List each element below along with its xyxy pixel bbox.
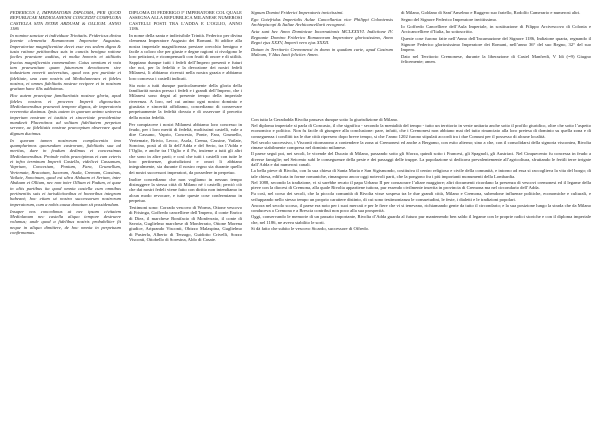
latin-signature-paragraph: Acta sunt hec Anno Dominicae Incarnationis MCLXXXVI. Indictione IV. Regnante Domino Friderico Romanorum Imperatore gloriosissimo, Anno Regni ejus XXXV, Imperii vero ejus XXXII. [251, 29, 393, 45]
commentary-paragraph: Oggi, conservando le memorie di un passato importante, Rivolta d’Adda guarda al futuro pur mantenendo ben saldo il legame con le proprie radici storiche e con il diploma imperiale che, nel 1186, ne aveva stabilito le sorti. [251, 214, 591, 225]
latin-paragraph: In quorum tamen nostrorum complacentia imo quamplurimos quorundam castrorum, fidelitatis sua ad meritas, dare in feudum dedimus et concessimus Mediolanensibus. Proinde vobis praecipimus et cum ceteris et infra terminum Imperii Castella, videlicet Cassanum, Vaprium, Concesium, Pontum, Fara, Grumellum, Vertemate, Bracatum, Iucarum, Asula, Cremam, Cassinas, Vailate, Soncinum, quod est ultra Abduam et Serium, inter Abduam et Ollium, nec non inter Ollium et Padum, et quae in aliis partibus ita quod omnia castella cum omnibus pertinentiis suis et iurisdictionibus et honoribus integram habeant; hoc etiam ut nostra successorum nostrorum imperatorum, cum a nobis causa donatum sit possidendum. [10, 137, 121, 207]
italian-signature-paragraph: Queste cose furono fatte nell’Anno dell’Incarnazione del Signore 1186, Indizione quarta, regnando il Signore Federico gloriosissimo Imperatore dei Romani, nell’anno 36° del suo Regno, 32° del suo Impero. [401, 36, 591, 52]
italian-signature-paragraph: Dato nel Territorio Cremonese, durante la liberazione di Castel Manfredi, V Idi (=9) Giugno felicemente; amen. [401, 53, 591, 65]
italian-paragraph: Sia noto a tutti dunque particolarmente della gloria della familiarità nostra presso i fedeli e i grandi dell’Impero, che i Milanesi sono degni al presente tempo della imperiale riverenza. A loro, nel cui animo ogni nostro dominio e giustizia e sincerità affidiamo, concediamo di conservare perpetuamente la fedeltà dovuta e di osservare il precetto della nostra fedeltà. [129, 82, 242, 120]
italian-paragraph: Testimoni sono: Corrado vescovo di Worms, Ottone vescovo di Frisinga, Goffredo cancelliere dell’Impero, il conte Enrico di Diez, il marchese Bonifacio di Monferrato, il conte di Savoia, Guglielmo marchese di Monferrato, Ottone Morena giudice, Ariprando Visconti, Obizzo Malaspina, Guglielmo di Pusterla, Alberto di Terzago, Guidotto Crivelli, Sozzo Visconti, Ottobello di Soresina, Aldo di Casate. [129, 205, 242, 243]
latin-signature-paragraph: Signum Domini Friderici Imperatoris invictissimi. [251, 10, 344, 15]
latin-paragraph: Insuper nos concedimus ut nec ipsam civitatem Mediolanum nec castella aliquo tempore destruere volumus; unde quod a fidelibus nostris probabiliter fit neque in aliquo dimittere, de hoc omnia in perpetuum confirmamus. [10, 208, 121, 236]
commentary-paragraph: Nel diploma imperiale si parla di Concasio, il che significa - secondo la mentalità del tempo - tutto un territorio in veste unitaria anche sotto il profilo giuridico, oltre che sotto l’aspetto economico e politico. Non fu facile di giungere alla conclusione: pare, infatti, che i Cremonesi non abbiano mai del tutto rinunciato alla loro pretesa di dominio su quella zona e di conseguenza i conflitti tra le due città ripresero dopo breve tempo, si che l’anno 1202 furono stipulati accordi tra i due Comuni per il possesso di alcune località. [251, 123, 591, 139]
italian-signature-paragraph: di Milano, Goldano di Sant’Anselmo e Ruggero suo fratello, Rodolfo Camerario e numerosi altri. [401, 10, 581, 15]
latin-paragraph: In nomine sanctae et individuae Trinitatis. Fridericus divina favente clementia Romanorum Imperator Augustus. Imperatoriae magnificentiae decet esse eos sedem digna & iusta ratione petitionibus suis in cunctis benigna ratione faciles praestare auditus, et multa honoris et utilitatis fructus magnificentia commendare. Cuius omnium et vota tam praesentium quam futurorum devotionem sive industriam noverit universitas, quod nos pro puritate et fidelitate, una cum nostris ad Mediolanenses et fideles nostros, et omnes fidelitatis nostrae recipere et in nostram gratiam hanc illis addiximus. [10, 32, 121, 92]
commentary-paragraph: Con tutta la Geradadda Rivolta passava dunque sotto la giurisdizione di Milano. [251, 117, 399, 122]
italian-paragraph: Inoltre concediamo che non vogliamo in nessun tempo distruggere la stessa città di Milano né i castelli; perciò ciò che dai nostri fedeli viene fatto con diritto non intendiamo in alcun modo revocare, e tutte queste cose confermiamo in perpetuo. [129, 176, 242, 204]
italian-translation-heading: DIPLOMA DI FEDERIGO I° IMPERATORE COL QUALE ASSEGNA ALLA REPUBBLICA MILANESE NUMEROSI CASTELLI POSTI TRA L’ADDA E L’OGLIO, ANNO 1186. [129, 10, 242, 32]
latin-diploma-heading: FEDERICUS I, IMPERATORIS DIPLOMA, PER QUOD REPUBLICAE MEDIOLANENSI CONCEDIT COMPLURA CASTELLA SITA INTER ABDUAM & OLLIUM. ANNO 1186 [10, 10, 121, 32]
commentary-paragraph: Si dà fatto che subito le vescovo Sicardo, successore di Offredo. [251, 225, 370, 231]
latin-signature-column [251, 10, 393, 112]
commentary-paragraph: La bella pieve di Rivolta, con la sua chiesa di Santa Maria e San Sigismondo, costituiva il centro religioso e civile della comunità, e intorno ad essa si raccoglieva la vita del borgo; di tale chiesa, edificata in forme romaniche, rimangono ancor oggi notevoli parti, che la pongono fra i più importanti monumenti della Lombardia. [251, 168, 591, 179]
latin-signature-paragraph: Datum in Territorio Cremonensi in domo in quadam curte, apud Castrum Maleum, V Idus Iunii feliciter. Amen. [251, 46, 393, 58]
commentary-paragraph: Il paese seguì poi, nei secoli, le vicende del Ducato di Milano, passando sotto gli Sforza, quindi sotto i Francesi, gli Spagnoli, gli Austriaci. Nel Cinquecento fu concessa in feudo a diverse famiglie; nel Seicento subì le conseguenze della peste e dei passaggi delle truppe. La popolazione si dedicava prevalentemente all’agricoltura, sfruttando le fertili terre irrigate dall’Adda e dai numerosi canali. [251, 151, 591, 168]
commentary-paragraph: Nel secolo successivo, i Visconti ritornarono a contendere la zona ai Cremonesi ed anche a Bergamo, con esito alterno; sino a che, con il consolidarsi della signoria viscontea, Rivolta rimase stabilmente compresa nel dominio milanese. [251, 139, 591, 151]
italian-paragraph: Per compiacere i nostri Milanesi abbiamo loro concesso in feudo, per i loro meriti di fedeltà, moltissimi castelli, vale a dire Cassano, Vaprio, Concesio, Ponte, Fara, Grumello, Vertemate, Brivio, Lecco, Asola, Crema, Cassine, Vailate, Soncino, posti al di là dell’Adda e del Serio, tra l’Adda e l’Oglio, e anche tra l’Oglio e il Po, insieme a tutti gli altri che sono in altre parti; e così che tutti i castelli con tutte le loro pertinenze, giurisdizioni e onori li abbiano integralmente, sia durante il nostro regno sia durante quello dei nostri successori imperatori, da possedere in perpetuo. [129, 121, 242, 175]
italian-translation-column [129, 10, 242, 422]
latin-signature-paragraph: Ego Gotefridus Imperialis Aulae Cancellarius vice Philippi Coloniensis Archiepiscopi & Italiae Archicancellarii recognovi. [251, 16, 393, 28]
italian-signature-paragraph: Segno del Signore Federico Imperatore invittissimo. [401, 16, 498, 22]
latin-diploma-column [10, 10, 121, 422]
italian-signature-paragraph: Io Goffredo Cancelliere dell’Aula Imperiale, in sostituzione di Filippo Arcivescovo di Colonia e Arcicancelliere d’Italia, ho sottoscritto. [401, 23, 591, 35]
commentary-paragraph: Fu così, nel corso dei secoli, che la piccola comunità di Rivolta visse sospesa tra le due grandi città, Milano e Cremona, subendone influenze politiche, economiche e culturali, e sviluppando nello stesso tempo un proprio carattere distinto, di cui sono testimonianza le consuetudini, le feste, i dialetti e le tradizioni popolari. [251, 191, 591, 202]
commentary-paragraph: Ancora nel secolo scorso, il paese era noto per i suoi mercati e per le fiere che vi si tenevano, richiamando gente da tutto il circondario; e la sua posizione lungo la strada che da Milano conduceva a Cremona e a Brescia contribuì non poco alla sua prosperità. [251, 202, 591, 214]
latin-paragraph: Hoc autem praecipue familiaritatis nostrae gloria, apud fideles nostros et proceres Imperii dignoscitur. Mediolanensibus praesenti tempore dignos, de imperatoria reverentia duximus. Ipsis autem in quorum animo universa imperium nostrum et iustitia et sinceritate providentiae mandavit Placentinos ad solitam fidelitatem perpetuo servare, ac fidelitatis nostrae praeceptum observare quod dignum ducimus. [10, 93, 121, 136]
commentary-body [251, 117, 591, 422]
italian-paragraph: In nome della santa e indivisibile Trinità. Federico per divina clemenza Imperatore Augusto dei Romani. Si addice alla nostra imperiale magnificenza prestare orecchio benigno e facile a coloro che per giuste e degne ragioni ci rivolgono le loro petizioni, e ricompensarli con frutti di onore e di utilità. Sappiano dunque tutti i fedeli dell’Impero presenti e futuri che noi, per la fedeltà e la devozione dei nostri fedeli Milanesi, li abbiamo ricevuti nella nostra grazia e abbiamo loro concesso i castelli indicati. [129, 32, 242, 81]
commentary-paragraph: Nel 1088, secondo la tradizione, vi si sarebbe recato il papa Urbano II per consacrare l’altare maggiore; altri documenti ricordano la presenza di vescovi cremonesi ed il legame della pieve con la diocesi di Cremona, alla quale Rivolta appartiene tuttora, pur essendo civilmente inserita in provincia di Cremona ma nel circondario dell’Adda. [251, 179, 591, 191]
